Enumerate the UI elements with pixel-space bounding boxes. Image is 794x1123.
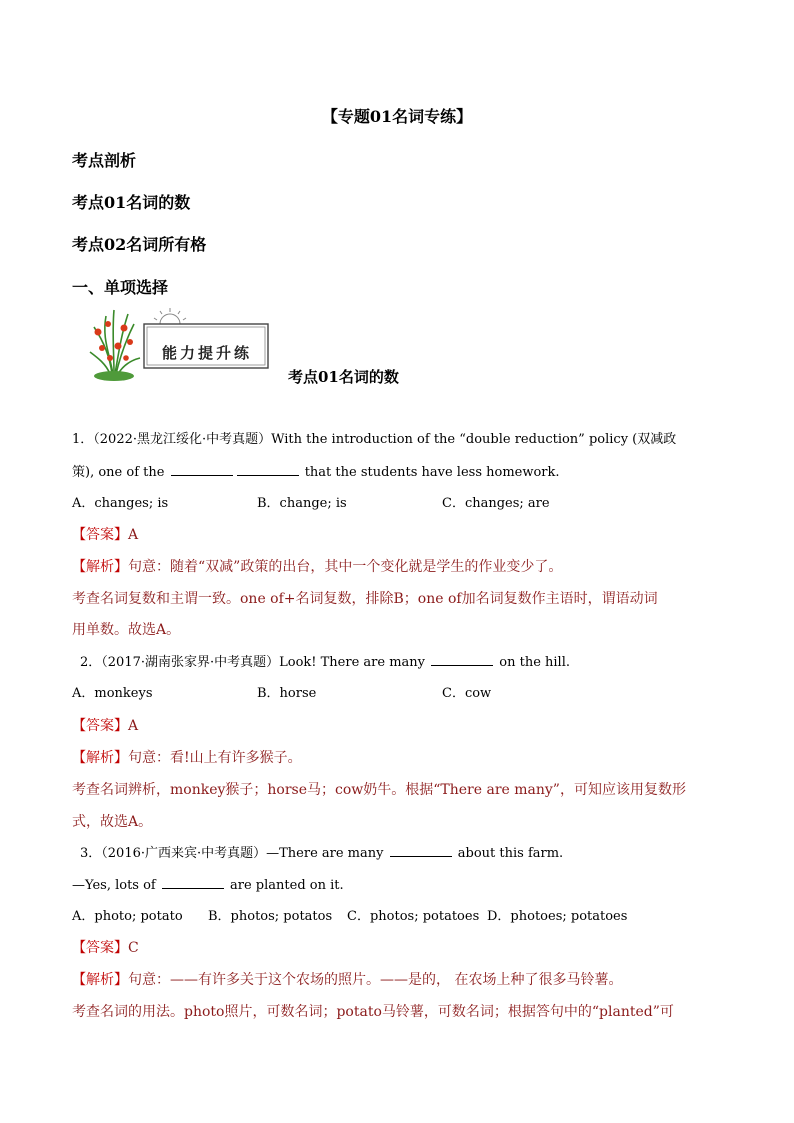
q1-options [72, 494, 550, 514]
banner-label: 能力提升练 [162, 344, 253, 362]
q1-answer: 【答案】A [72, 527, 139, 543]
q2-option-a: A．monkeys [72, 686, 153, 701]
q1-option-c: C．changes; are [442, 496, 550, 511]
q3-option-d: D．photoes; potatoes [487, 909, 628, 924]
blank [390, 843, 452, 857]
q3-option-c: C．photos; potatoes [347, 909, 480, 924]
q2-answer: 【答案】A [72, 718, 139, 734]
q3-answer: 【答案】C [72, 940, 139, 956]
q2-option-b: B．horse [257, 686, 317, 701]
q3-stem-line1: 3．（2016·广西来宾·中考真题）—There are many about this farm. [80, 843, 563, 864]
q2-stem: 2．（2017·湖南张家界·中考真题）Look! There are many on the hill. [80, 652, 570, 673]
q2-options [72, 684, 491, 704]
q1-explanation-3: 用单数。故选A。 [72, 622, 181, 638]
blank [431, 652, 493, 666]
section-heading: 考点剖析 [72, 151, 137, 170]
ability-banner [84, 302, 274, 384]
q1-stem-line2: 策), one of the that the students have less homework. [72, 462, 560, 483]
blank [171, 462, 233, 476]
q3-option-a: A．photo; potato [72, 909, 183, 924]
q3-stem-line2: —Yes, lots of are planted on it. [72, 875, 344, 896]
q3-option-b: B．photos; potatos [208, 909, 333, 924]
page-title: 【专题01名词专练】 [321, 107, 473, 126]
q2-explanation-3: 式，故选A。 [72, 814, 153, 830]
q2-explanation-1: 【解析】句意：看!山上有许多猴子。 [72, 750, 302, 766]
point-heading-2: 考点02名词所有格 [72, 235, 207, 254]
q3-options [72, 907, 627, 927]
q1-option-b: B．change; is [257, 496, 347, 511]
q3-explanation-2: 考查名词的用法。photo照片，可数名词；potato马铃薯，可数名词；根据答句中的“planted”可 [72, 1004, 674, 1020]
q1-stem-line1: 1．（2022·黑龙江绥化·中考真题）With the introduction of the “double reduction” policy (双减政 [72, 432, 677, 447]
q2-explanation-2: 考查名词辨析，monkey猴子；horse马；cow奶牛。根据“There are many”，可知应该用复数形 [72, 782, 686, 798]
q1-explanation-1: 【解析】句意：随着“双减”政策的出台，其中一个变化就是学生的作业变少了。 [72, 559, 563, 575]
subsection-title: 考点01名词的数 [288, 368, 399, 386]
blank [237, 462, 299, 476]
blank [162, 875, 224, 889]
q1-option-a: A．changes; is [72, 496, 169, 511]
q3-explanation-1: 【解析】句意：——有许多关于这个农场的照片。——是的， 在农场上种了很多马铃薯。 [72, 972, 623, 988]
q2-option-c: C．cow [442, 686, 492, 701]
q1-explanation-2: 考查名词复数和主谓一致。one of+名词复数，排除B；one of加名词复数作主语时，谓语动词 [72, 591, 658, 607]
part-heading: 一、单项选择 [72, 278, 169, 297]
point-heading-1: 考点01名词的数 [72, 193, 191, 212]
